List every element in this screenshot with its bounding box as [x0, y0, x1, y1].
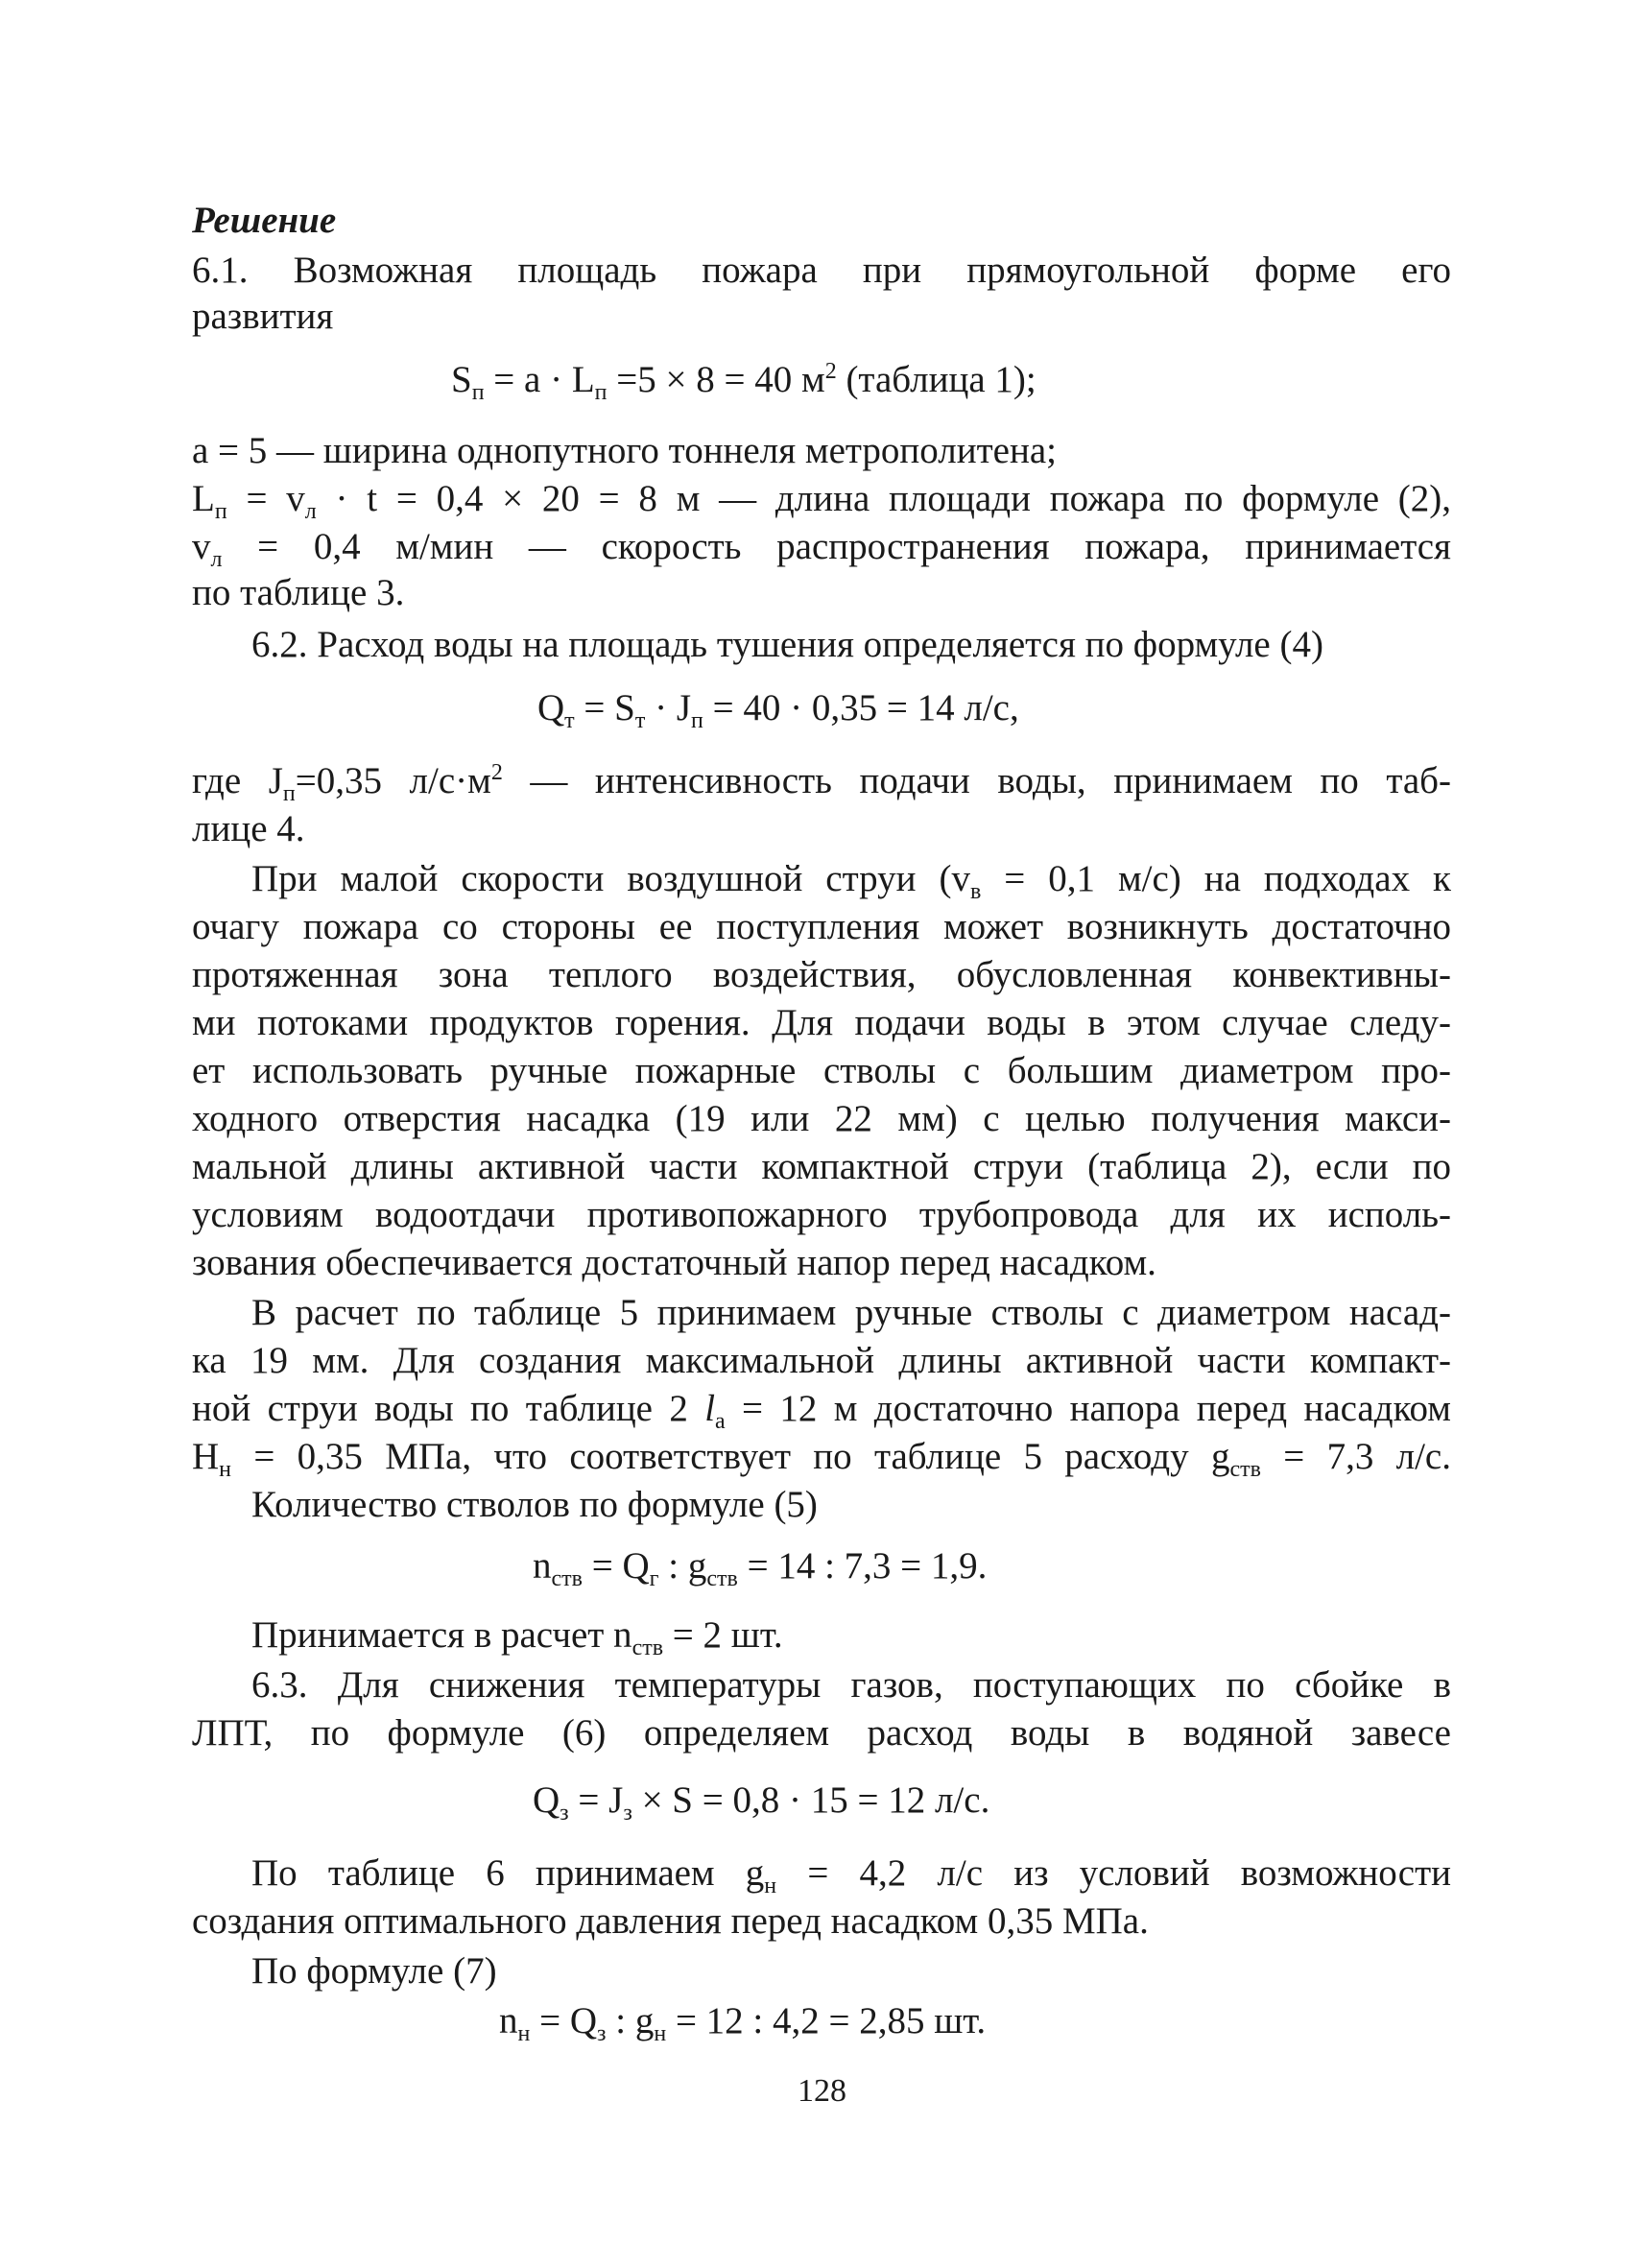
where-intensity-cont: лице 4.: [192, 808, 305, 849]
p1-line6: ходного отверстия насадка (19 или 22 мм) с целью получения макси-: [192, 1098, 1451, 1139]
p1-line3: протяженная зона теплого воздействия, обусловленная конвективны-: [192, 954, 1451, 995]
p1-line8: условиям водоотдачи противопожарного трубопровода для их исполь-: [192, 1194, 1451, 1235]
p1-line4: ми потоками продуктов горения. Для подачи воды в этом случае следу-: [192, 1002, 1451, 1043]
s63-line2: ЛПТ, по формуле (6) определяем расход воды в водяной завесе: [192, 1712, 1451, 1754]
p2-line1: В расчет по таблице 5 принимаем ручные стволы с диаметром насад-: [251, 1292, 1451, 1333]
heading: Решение: [192, 200, 337, 241]
accepted-count: Принимается в расчет $n_{ств} = 2$ шт.: [251, 1614, 783, 1660]
p1-line5: ет использовать ручные пожарные стволы с большим диаметром про-: [192, 1050, 1451, 1091]
def-speed: $v_л = 0,4$ м/мин — скорость распространения пожара, принимается: [192, 526, 1451, 572]
p2-line5: Количество стволов по формуле (5): [251, 1484, 818, 1525]
formula-nozzles: $n_{ств} = Q_г$ : $g_{ств} = 14$ : 7,3 = 1,9.: [533, 1545, 988, 1591]
def-width: a = 5 — ширина однопутного тоннеля метрополитена;: [192, 430, 1057, 471]
formula-area: $S_п = a \cdot L_п =5 \times 8 = 40$ $м^2$ (таблица 1);: [451, 359, 1036, 405]
s61-line2: развития: [192, 296, 334, 337]
s61-line1: 6.1. Возможная площадь пожара при прямоугольной форме его: [192, 250, 1451, 291]
s62-line1: 6.2. Расход воды на площадь тушения определяется по формуле (4): [251, 624, 1323, 665]
s63-line1: 6.3. Для снижения температуры газов, поступающих по сбойке в: [251, 1664, 1451, 1706]
p2-line4: $H_н = 0,35$ МПа, что соответствует по таблице 5 расходу $g_{ств} = 7,3$ л/с.: [192, 1436, 1451, 1482]
p1-line2: очагу пожара со стороны ее поступления может возникнуть достаточно: [192, 906, 1451, 947]
p1-line1: При малой скорости воздушной струи ($v_в = 0,1$ м/с) на подходах к: [251, 858, 1451, 904]
where-intensity: где $J_п=0,35$ $л/с\cdot м^2$ — интенсивность подачи воды, принимаем по таб-: [192, 760, 1451, 806]
formula-curtain: $Q_з = J_з \times S = 0,8 \cdot 15 = 12$ л/с.: [533, 1779, 990, 1826]
def-speed-cont: по таблице 3.: [192, 572, 405, 613]
p2-line3: ной струи воды по таблице 2 $l_а = 12$ м достаточно напора перед насадком: [192, 1388, 1451, 1434]
p1-line9: зования обеспечивается достаточный напор перед насадком.: [192, 1242, 1156, 1283]
s63-table6: По таблице 6 принимаем $g_н = 4,2$ л/с из условий возможности: [251, 1852, 1451, 1898]
p2-line2: ка 19 мм. Для создания максимальной длины активной части компакт-: [192, 1340, 1451, 1381]
page-number: 128: [798, 2073, 846, 2109]
def-length: $L_п = v_л \cdot t = 0,4 \times 20 = 8$ м — длина площади пожара по формуле (2),: [192, 478, 1451, 524]
formula-sprinklers: $n_н = Q_з$ : $g_н = 12$ : 4,2 = 2,85 шт.: [499, 2000, 987, 2046]
formula-flow: $Q_т = S_т \cdot J_п = 40 \cdot 0,35 = 14$ л/с,: [537, 687, 1019, 733]
s63-pressure: создания оптимального давления перед насадком 0,35 МПа.: [192, 1900, 1149, 1942]
s63-formula7: По формуле (7): [251, 1950, 497, 1992]
p1-line7: мальной длины активной части компактной струи (таблица 2), если по: [192, 1146, 1451, 1187]
